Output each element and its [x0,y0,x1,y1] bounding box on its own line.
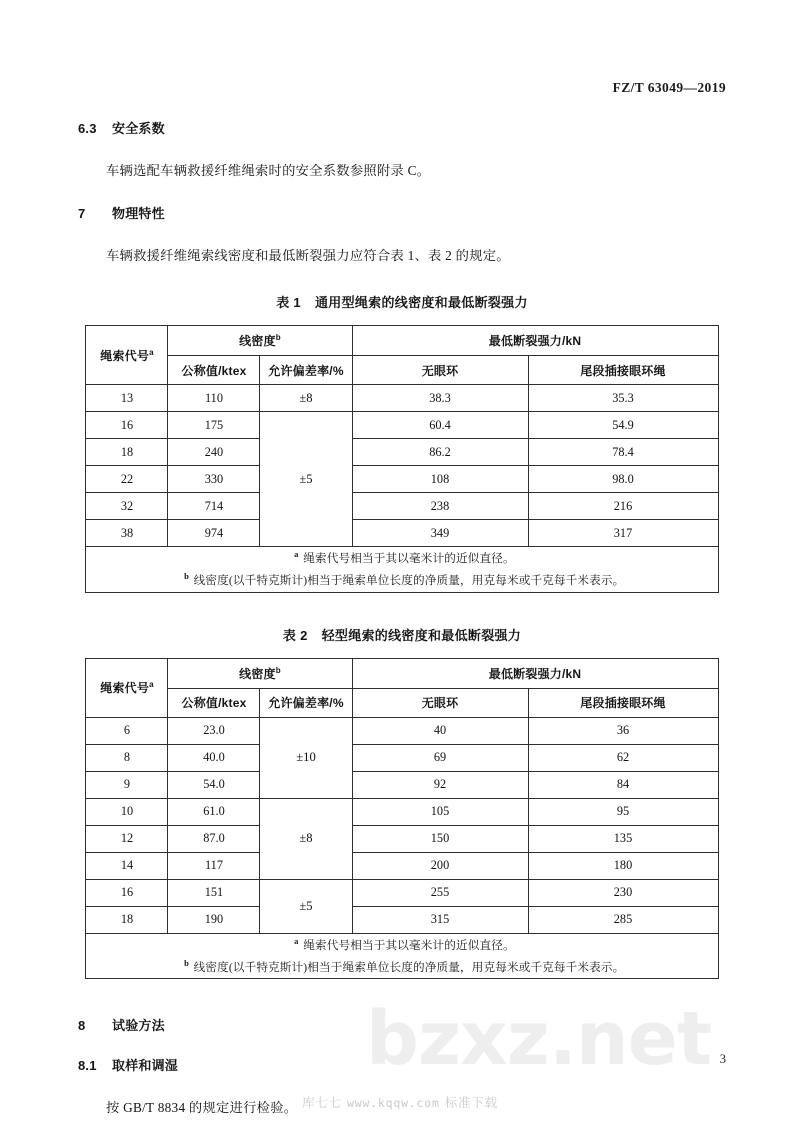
cell-tolerance: ±10 [260,717,352,798]
table-1-header-row-2 [86,356,718,385]
table-row [86,520,718,547]
table-row [86,744,718,771]
cell-strength-no-eye: 150 [352,825,528,852]
cell-nominal-density: 330 [168,466,260,493]
cell-tolerance: ±8 [260,798,352,879]
table-1-header-tolerance: 允许偏差率/% [260,356,352,385]
cell-strength-spliced-eye: 84 [528,771,718,798]
cell-rope-code: 8 [86,744,168,771]
table-1-header-density-text: 线密度 [239,334,276,349]
cell-strength-no-eye: 108 [352,466,528,493]
table-footnote [86,934,717,956]
footer-url: www.kqqw.com [347,1096,440,1110]
table-row [86,466,718,493]
table-1-header-no-eye: 无眼环 [352,356,528,385]
table-2-notes [86,933,718,978]
table-2-header-spliced-eye: 尾段插接眼环绳 [528,688,718,717]
footnote-marker: b [184,957,190,968]
table-2-notes-row [86,933,718,978]
footer-site-name: 库七七 [302,1096,342,1110]
table-row [86,439,718,466]
footnote-ref-a: a [149,680,154,689]
cell-nominal-density: 190 [168,906,260,933]
footnote-text: 线密度(以千特克斯计)相当于绳索单位长度的净质量，用克每米或千克每千米表示。 [193,574,625,588]
footnote-ref-b: b [275,333,281,343]
table-row [86,825,718,852]
cell-strength-spliced-eye: 230 [528,879,718,906]
table-2-header-nominal: 公称值/ktex [168,688,260,717]
cell-rope-code: 38 [86,520,168,547]
table-2-header-row-2 [86,688,718,717]
table-1-header-strength: 最低断裂强力/kN [352,326,718,356]
footnote-marker: a [294,549,299,560]
cell-nominal-density: 151 [168,879,260,906]
page-number: 3 [719,1052,726,1066]
cell-strength-spliced-eye: 62 [528,744,718,771]
cell-strength-no-eye: 40 [352,717,528,744]
cell-nominal-density: 117 [168,852,260,879]
table-2-caption-number: 表 2 [282,627,308,643]
footnote-ref-a: a [149,347,154,357]
footnote-marker: b [184,571,190,582]
table-row [86,852,718,879]
table-row [86,717,718,744]
table-1-header-nominal: 公称值/ktex [168,356,260,385]
table-2-header-row-1 [86,658,718,688]
table-2-caption-text: 轻型绳索的线密度和最低断裂强力 [321,627,522,643]
cell-rope-code: 12 [86,825,168,852]
cell-nominal-density: 61.0 [168,798,260,825]
cell-nominal-density: 40.0 [168,744,260,771]
cell-strength-no-eye: 200 [352,852,528,879]
clause-number-8-1: 8.1 [78,1057,97,1073]
cell-strength-spliced-eye: 78.4 [528,439,718,466]
cell-nominal-density: 54.0 [168,771,260,798]
table-row [86,412,718,439]
cell-rope-code: 32 [86,493,168,520]
footer-tagline: 标准下载 [444,1096,498,1110]
clause-heading-6-3 [78,118,726,137]
cell-rope-code: 18 [86,906,168,933]
clause-body-8-1: 按 GB/T 8834 的规定进行检验。 [106,1099,298,1115]
table-row [86,771,718,798]
clause-number-7: 7 [78,205,86,221]
cell-rope-code: 16 [86,412,168,439]
table-footnote [86,956,717,978]
table-1-header-row-1 [86,326,718,356]
footer-watermark [0,1093,800,1111]
table-2-header-density-text: 线密度 [239,666,276,681]
cell-nominal-density: 714 [168,493,260,520]
clause-body-6-3: 车辆选配车辆救援纤维绳索时的安全系数参照附录 C。 [106,163,431,178]
table-1-header-code-text: 绳索代号 [100,348,150,363]
cell-nominal-density: 175 [168,412,260,439]
cell-strength-spliced-eye: 285 [528,906,718,933]
table-2-header-tolerance: 允许偏差率/% [260,688,352,717]
table-2-header-code-text: 绳索代号 [100,681,150,695]
cell-strength-no-eye: 38.3 [352,385,528,412]
cell-strength-spliced-eye: 216 [528,493,718,520]
cell-rope-code: 6 [86,717,168,744]
cell-tolerance: ±8 [260,385,352,412]
cell-nominal-density: 974 [168,520,260,547]
footnote-text: 绳索代号相当于其以毫米计的近似直径。 [303,938,515,952]
table-row [86,493,718,520]
table-footnote [86,569,717,591]
table-1-header-spliced-eye: 尾段插接眼环绳 [528,356,718,385]
table-1-caption-number: 表 1 [276,295,301,311]
cell-strength-spliced-eye: 135 [528,825,718,852]
clause-number-8: 8 [78,1017,86,1033]
table-1-body [86,385,718,547]
cell-strength-no-eye: 349 [352,520,528,547]
cell-strength-no-eye: 92 [352,771,528,798]
cell-rope-code: 16 [86,879,168,906]
clause-title-8: 试验方法 [112,1017,165,1033]
footnote-text: 线密度(以千特克斯计)相当于绳索单位长度的净质量，用克每米或千克每千米表示。 [193,960,625,974]
footnote-marker: a [294,935,299,946]
table-2-header-density [168,658,352,688]
page-content [78,118,726,1118]
cell-strength-no-eye: 255 [352,879,528,906]
clause-title-8-1: 取样和调湿 [112,1057,179,1073]
table-1-notes-row [86,547,718,592]
table-row [86,879,718,906]
table-2-header-strength: 最低断裂强力/kN [352,658,718,688]
cell-strength-no-eye: 315 [352,906,528,933]
table-2-header-no-eye: 无眼环 [352,688,528,717]
cell-rope-code: 9 [86,771,168,798]
clause-heading-7 [78,203,726,222]
clause-title-6-3: 安全系数 [112,121,165,136]
table-1-notes [86,547,718,592]
cell-strength-spliced-eye: 317 [528,520,718,547]
clause-body-7: 车辆救援纤维绳索线密度和最低断裂强力应符合表 1、表 2 的规定。 [106,247,510,263]
cell-strength-spliced-eye: 180 [528,852,718,879]
table-1-caption-text: 通用型绳索的线密度和最低断裂强力 [314,295,528,311]
cell-tolerance: ±5 [260,879,352,933]
table-1 [85,325,718,592]
cell-rope-code: 14 [86,852,168,879]
clause-number-6-3: 6.3 [78,121,97,136]
cell-nominal-density: 87.0 [168,825,260,852]
cell-strength-no-eye: 105 [352,798,528,825]
table-row [86,385,718,412]
footnote-text: 绳索代号相当于其以毫米计的近似直径。 [303,552,515,566]
table-row [86,906,718,933]
table-2-body [86,717,718,933]
cell-strength-no-eye: 60.4 [352,412,528,439]
table-row [86,798,718,825]
cell-tolerance: ±5 [260,412,352,547]
cell-nominal-density: 110 [168,385,260,412]
cell-nominal-density: 240 [168,439,260,466]
cell-rope-code: 22 [86,466,168,493]
cell-strength-spliced-eye: 36 [528,717,718,744]
cell-strength-no-eye: 69 [352,744,528,771]
table-1-header-density [168,326,352,356]
clause-title-7: 物理特性 [112,205,165,221]
cell-rope-code: 13 [86,385,168,412]
table-2-caption [78,625,726,644]
cell-strength-spliced-eye: 54.9 [528,412,718,439]
cell-nominal-density: 23.0 [168,717,260,744]
table-2 [85,658,718,979]
running-header-standard-code: FZ/T 63049—2019 [612,80,726,95]
table-2-header-code [86,658,168,717]
watermark-bzxz: bzxz.net [366,996,712,1082]
table-1-header-code [86,326,168,385]
cell-strength-no-eye: 86.2 [352,439,528,466]
table-1-caption [78,292,726,311]
cell-rope-code: 18 [86,439,168,466]
cell-strength-spliced-eye: 35.3 [528,385,718,412]
footnote-ref-b: b [275,665,281,675]
table-footnote [86,547,717,569]
cell-strength-spliced-eye: 98.0 [528,466,718,493]
cell-strength-spliced-eye: 95 [528,798,718,825]
cell-strength-no-eye: 238 [352,493,528,520]
cell-rope-code: 10 [86,798,168,825]
